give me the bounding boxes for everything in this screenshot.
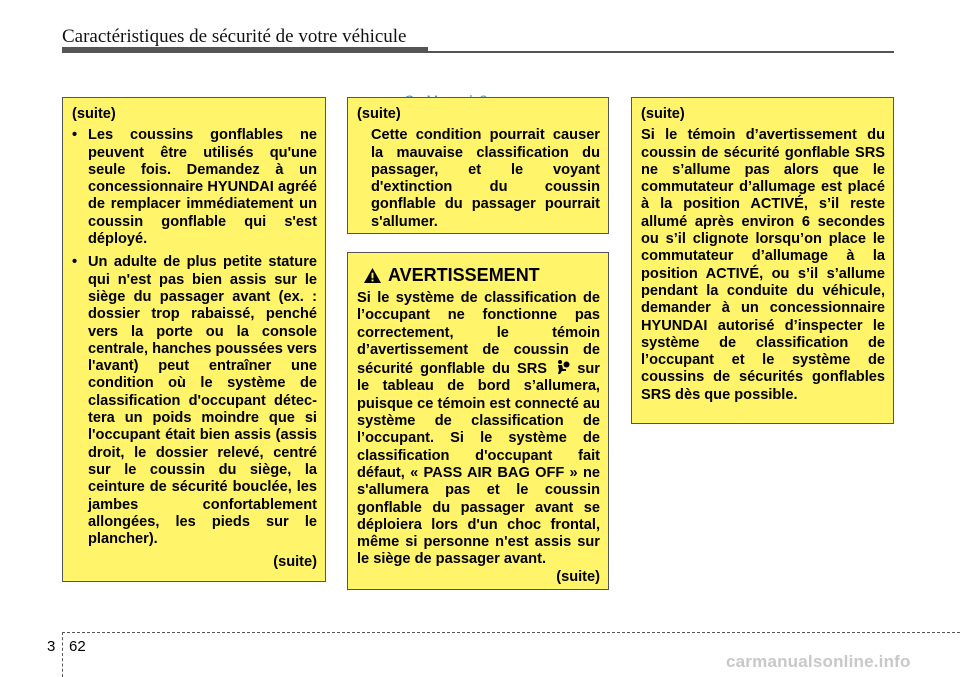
bullet-item xyxy=(72,254,317,548)
continued-label: (suite) xyxy=(357,106,401,122)
watermark-bottom: carmanualsonline.info xyxy=(726,652,911,671)
page-number: 62 xyxy=(69,638,86,655)
footer-dashed-divider xyxy=(62,632,63,677)
bullet-text: Les coussins gonflables ne peuvent être utilisés qu'une seule fois. Demandez à un concessionnaire HYUNDAI agréé de remplacer immédiatement un coussin gonflable qui s'est déployé. xyxy=(88,127,317,248)
bullet-text: Un adulte de plus petite stature qui n'est pas bien assis sur le siège du passager avant (ex. : dossier trop rabaissé, penché vers la porte ou la console centrale, hanches poussées vers l'avant) peut entraîner une condition où le système de classification d'occupant détec-tera un poids moindre que si l'occupant était bien assis (assis droit, le dossier relevé, centré sur le coussin du siège, la ceinture de sécurité bouclée, les jambes confortablement allongées, les pieds sur le plancher). xyxy=(88,254,317,548)
bullet-dot-icon: • xyxy=(72,254,78,271)
section-number: 3 xyxy=(47,638,56,655)
continued-note-box-right xyxy=(631,97,894,424)
warning-heading xyxy=(363,264,600,286)
continued-label-bottom: (suite) xyxy=(556,568,600,585)
warning-text-part-2: sur le tableau de bord s’allumera, puisque ce témoin est connecté au système de classification de l’occupant. Si le système de classification d'occupant fait défaut, « PASS AIR BAG OFF » ne s'allumera pas et le coussin gonflable du passager avant se déploiera lors d'un choc frontal, même si personne n'est assis sur le siège de passager avant. xyxy=(357,361,600,568)
continued-note-box-middle xyxy=(347,97,609,234)
continued-label-bottom: (suite) xyxy=(273,554,317,571)
bullet-list xyxy=(72,127,317,548)
srs-airbag-icon xyxy=(554,359,570,375)
warning-text-part-1: Si le système de classification de l’occupant ne fonctionne pas correctement, le témoin d’avertissement de coussin de sécurité gonflable du SRS xyxy=(357,290,600,378)
continued-label: (suite) xyxy=(72,106,116,122)
srs-indicator-text: Si le témoin d’avertissement du coussin de sécurité gonflable SRS ne s’allume pas alors que le commutateur d’allumage est placé à la position ACTIVÉ, s’il reste allumé après environ 6 secondes ou s’il clignote lorsqu’on place le commutateur d’allumage à la position ACTIVÉ, ou s’il s’allume pendant la conduite du véhicule, demander à un concessionnaire HYUNDAI autorisé d’inspecter le système de classification de l’occupant et le système de coussins de sécurités gonflables SRS dès que possible. xyxy=(641,127,885,403)
bullet-item xyxy=(72,127,317,248)
warning-triangle-icon xyxy=(363,267,382,284)
warning-heading-text: AVERTISSEMENT xyxy=(388,265,540,285)
continued-label: (suite) xyxy=(641,106,685,122)
header-rule-thick xyxy=(62,47,428,53)
warning-text xyxy=(357,290,600,569)
bullet-dot-icon: • xyxy=(72,127,78,144)
continued-note-box-left xyxy=(62,97,326,582)
page-title: Caractéristiques de sécurité de votre véhicule xyxy=(62,26,407,47)
warning-box xyxy=(347,252,609,590)
header-rule-thin xyxy=(428,51,894,53)
footer-dashed-rule xyxy=(62,632,960,633)
condition-text: Cette condition pourrait causer la mauvaise classification du passager, et le voyant d'extinction du coussin gonflable du passager pourrait s'allumer. xyxy=(371,127,600,230)
